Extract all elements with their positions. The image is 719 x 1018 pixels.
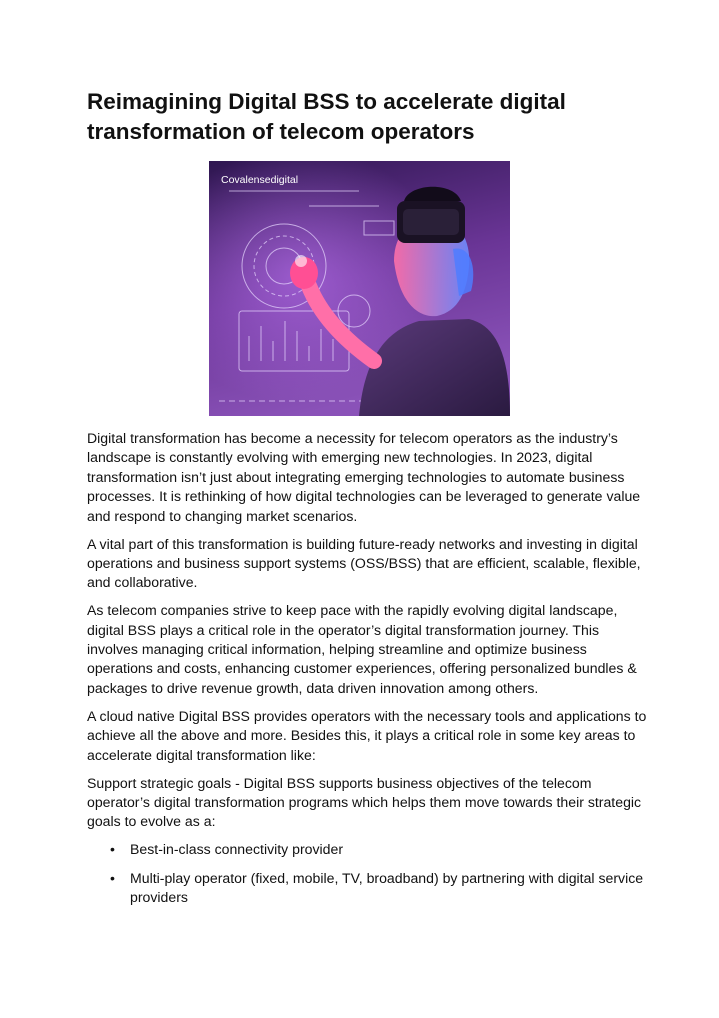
list-item [87,840,647,859]
paragraph-strategic-goals: Support strategic goals - Digital BSS supports business objectives of the telecom operator’s digital transformation programs which helps them move towards their strategic goals to evolve as a: [87,774,642,830]
paragraph-keep-pace: As telecom companies strive to keep pace with the rapidly evolving digital landscape, digital BSS plays a critical role in the operator’s digital transformation journey. This involves managing critical information, helping streamline and optimize business operations and costs, enhancing customer experiences, offering personalized bundles & packages to drive revenue growth, data driven innovation among others. [87,602,637,696]
paragraph-vital-part: A vital part of this transformation is building future-ready networks and investing in digital operations and business support systems (OSS/BSS) that are efficient, scalable, flexible, and collaborative. [87,535,641,591]
bullet-list [87,840,647,907]
bullet-icon: • [110,841,115,858]
paragraph-intro: Digital transformation has become a necessity for telecom operators as the industry’s landscape is constantly evolving with emerging new technologies. In 2023, digital transformation isn’t just about integrating emerging technologies to automate business processes. It is rethinking of how digital technologies can be leveraged to generate value and respond to changing market scenarios. [87,430,641,524]
paragraph-cloud-native: A cloud native Digital BSS provides operators with the necessary tools and applications to achieve all the above and more. Besides this, it plays a critical role in some key areas to accelerate digital transformation like: [87,707,647,763]
article-body [87,429,647,916]
article-title: Reimagining Digital BSS to accelerate digital transformation of telecom operators [87,89,566,144]
list-item-text: Multi-play operator (fixed, mobile, TV, broadband) by partnering with digital service providers [130,869,644,906]
bullet-icon: • [110,869,115,886]
list-item [87,869,647,908]
hero-image [209,161,510,416]
vr-headset-illustration [209,161,510,416]
brand-logo-text: Covalensedigital [221,174,299,186]
list-item-text: Best-in-class connectivity provider [130,841,344,858]
